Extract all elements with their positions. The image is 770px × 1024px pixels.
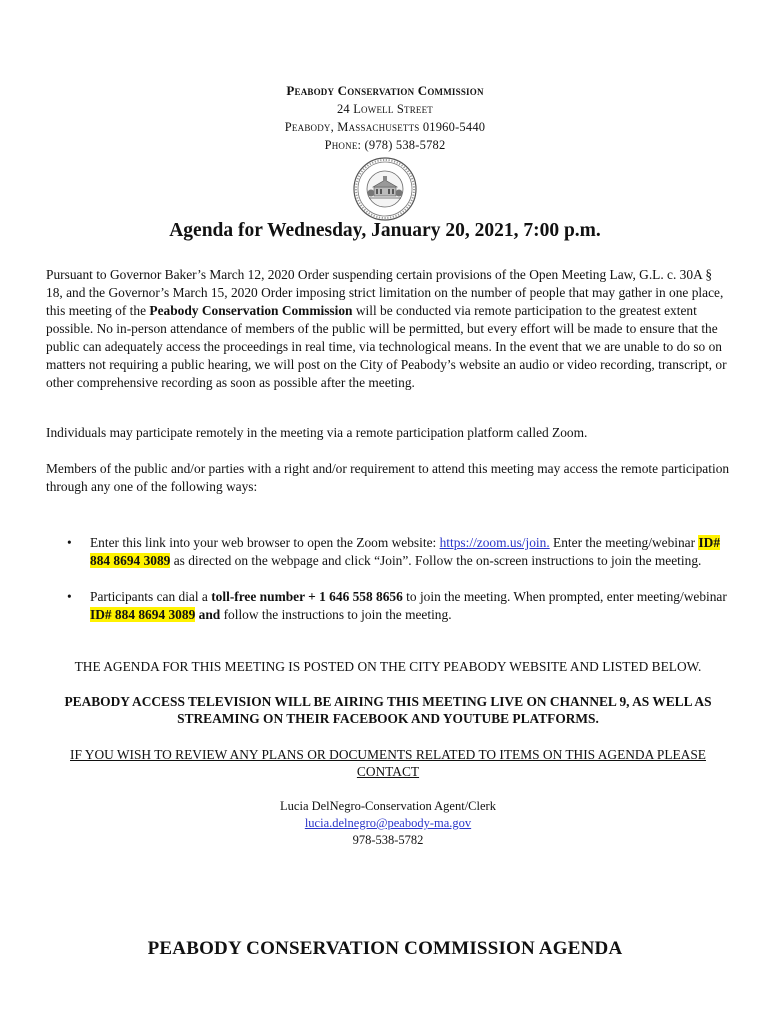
remote-paragraph: Individuals may participate remotely in the meeting via a remote participation platform called Zoom. [46, 425, 588, 440]
list-item [46, 534, 730, 570]
meeting-id-highlight: ID# 884 8694 3089 [90, 607, 196, 622]
commission-agenda-heading: PEABODY CONSERVATION COMMISSION AGENDA [147, 938, 623, 959]
contact-block [46, 798, 730, 849]
street-address: 24 Lowell Street [336, 102, 434, 116]
zoom-join-link[interactable]: https://zoom.us/join. [439, 535, 550, 550]
agenda-posted-notice: THE AGENDA FOR THIS MEETING IS POSTED ON THE CITY PEABODY WEBSITE AND LISTED BELOW. [74, 659, 702, 674]
city-seal-icon [353, 157, 417, 221]
television-notice: PEABODY ACCESS TELEVISION WILL BE AIRING THIS MEETING LIVE ON CHANNEL 9, AS WELL AS STREAMING ON THEIR FACEBOOK AND YOUTUBE PLATFORMS. [64, 694, 712, 726]
agenda-title: Agenda for Wednesday, January 20, 2021, 7:00 p.m. [169, 220, 601, 241]
org-name: Peabody Conservation Commission [286, 83, 484, 98]
contact-phone: 978-538-5782 [352, 833, 424, 847]
bullet2-text-3: follow the instructions to join the meeting. [220, 607, 452, 622]
meeting-id-highlight: ID# 884 8694 3089 [90, 535, 721, 568]
intro-commission-name: Peabody Conservation Commission [149, 303, 353, 318]
bullet1-text-2: Enter the meeting/webinar [549, 535, 699, 550]
phone-line: Phone: (978) 538-5782 [324, 138, 446, 152]
members-paragraph: Members of the public and/or parties with a right and/or requirement to attend this meeting may access the remote participation through any one of the following ways: [46, 461, 730, 494]
list-item [46, 588, 730, 624]
letterhead [0, 82, 770, 154]
contact-email-link[interactable]: lucia.delnegro@peabody-ma.gov [304, 816, 472, 830]
intro-paragraph [46, 266, 730, 392]
toll-free-number: toll-free number + 1 646 558 8656 [211, 589, 403, 604]
contact-name: Lucia DelNegro-Conservation Agent/Clerk [280, 799, 496, 813]
bullet1-text-1: Enter this link into your web browser to open the Zoom website: [90, 535, 440, 550]
documents-contact-notice: IF YOU WISH TO REVIEW ANY PLANS OR DOCUMENTS RELATED TO ITEMS ON THIS AGENDA PLEASE CONTACT [70, 747, 706, 779]
intro-text-2: will be conducted via remote participation to the greatest extent possible. No in-person attendance of members of the public will be permitted, but every effort will be made to ensure that the public can adequately access the proceedings in real time, via technological means. In the event that we are unable to do so on matters not requiring a public hearing, we will post on the City of Peabody’s website an audio or video recording, transcript, or other comprehensive recording as soon as possible after the meeting. [46, 303, 727, 390]
bullet2-text-2: to join the meeting. When prompted, enter meeting/webinar [402, 589, 727, 604]
bullet2-bold-and: and [195, 607, 221, 622]
bullet1-text-3: as directed on the webpage and click “Join”. Follow the on-screen instructions to join the meeting. [170, 553, 702, 568]
bullet-dot: • [67, 535, 72, 550]
bullet2-text-1: Participants can dial a [90, 589, 212, 604]
bullet-dot: • [67, 589, 72, 604]
intro-text-1: Pursuant to Governor Baker’s March 12, 2020 Order suspending certain provisions of the Open Meeting Law, G.L. c. 30A § 18, and the Governor’s March 15, 2020 Order imposing strict limitation on the number of people that may gather in one place, this meeting of the [46, 267, 724, 318]
access-methods-list [46, 534, 730, 642]
city-address: Peabody, Massachusetts 01960-5440 [284, 120, 486, 134]
